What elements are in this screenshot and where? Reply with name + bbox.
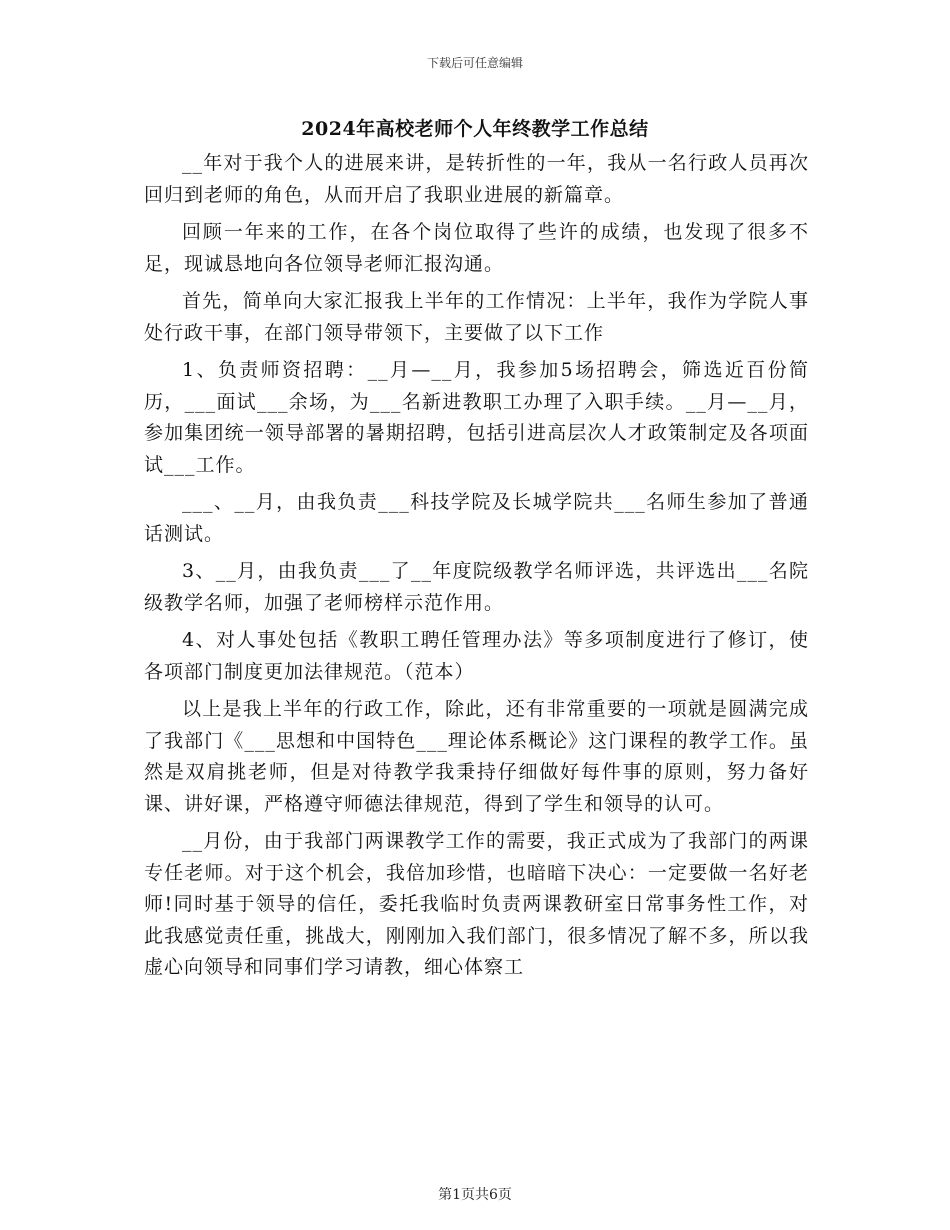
- paragraph: 回顾一年来的工作，在各个岗位取得了些许的成绩，也发现了很多不足，现诚恳地向各位领导老师汇报沟通。: [144, 221, 809, 275]
- paragraph: 以上是我上半年的行政工作，除此，还有非常重要的一项就是圆满完成了我部门《___思想和中国特色___理论体系概论》这门课程的教学工作。虽然是双肩挑老师，但是对待教学我秉持仔细做好每件事的原则，努力备好课、讲好课，严格遵守师德法律规范，得到了学生和领导的认可。: [144, 698, 809, 815]
- paragraph: 1、负责师资招聘：__月—__月，我参加5场招聘会，筛选近百份简历，___面试___余场，为___名新进教职工办理了入职手续。__月—__月，参加集团统一领导部署的暑期招聘，包括引进高层次人才政策制定及各项面试___工作。: [144, 359, 809, 476]
- paragraph: 首先，简单向大家汇报我上半年的工作情况：上半年，我作为学院人事处行政干事，在部门领导带领下，主要做了以下工作: [144, 290, 809, 344]
- page-header-note: 下载后可任意编辑: [426, 56, 523, 70]
- paragraph: __月份，由于我部门两课教学工作的需要，我正式成为了我部门的两课专任老师。对于这个机会，我倍加珍惜，也暗暗下决心：一定要做一名好老师!同时基于领导的信任，委托我临时负责两课教研室日常事务性工作，对此我感觉责任重，挑战大，刚刚加入我们部门，很多情况了解不多，所以我虚心向领导和同事们学习请教，细心体察工: [144, 830, 809, 978]
- paragraph: 3、__月，由我负责___了__年度院级教学名师评选，共评选出___名院级教学名师，加强了老师榜样示范作用。: [144, 560, 809, 614]
- page-footer-number: 第1页共6页: [438, 1187, 512, 1203]
- document-title: 2024年高校老师个人年终教学工作总结: [301, 118, 649, 140]
- paragraph: __年对于我个人的进展来讲，是转折性的一年，我从一名行政人员再次回归到老师的角色，从而开启了我职业进展的新篇章。: [144, 152, 809, 206]
- paragraph: ___、__月，由我负责___科技学院及长城学院共___名师生参加了普通话测试。: [144, 491, 809, 545]
- document-body: [144, 148, 809, 990]
- paragraph: 4、对人事处包括《教职工聘任管理办法》等多项制度进行了修订，使各项部门制度更加法律规范。（范本）: [144, 629, 809, 683]
